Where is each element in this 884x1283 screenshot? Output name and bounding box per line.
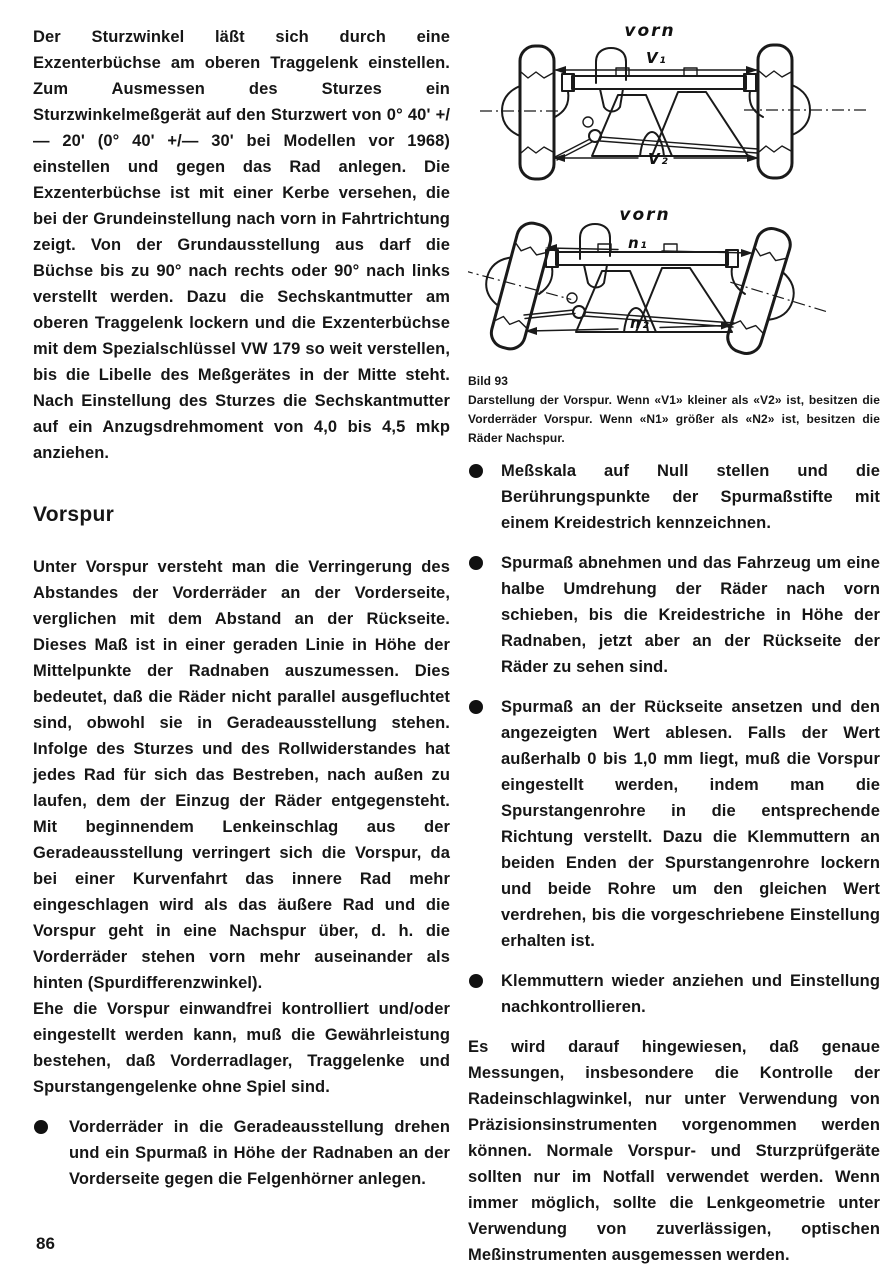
list-item xyxy=(468,968,880,1020)
toe-in-diagram xyxy=(468,10,880,186)
right-column xyxy=(468,10,880,1268)
list-item-text: Meßskala auf Null stellen und die Berührungspunkte der Spurmaßstifte mit einem Kreidestrich kennzeichnen. xyxy=(501,462,880,532)
dimension-v2-label: V₂ xyxy=(648,150,670,168)
suspension-arms xyxy=(576,268,732,332)
list-item xyxy=(33,1114,450,1192)
closing-paragraph: Es wird darauf hingewiesen, daß genaue Messungen, insbesondere die Kontrolle der Radeinschlagwinkel, nur unter Verwendung von Präzisionsinstrumenten vorgenommen werden können. Normale Vorspur- und Sturzprüfgeräte sollten nur im Notfall verwendet werden. Wenn immer möglich, sollte die Lenkgeometrie unter Verwendung von zuverlässigen, optischen Meßinstrumenten ausgemessen werden. xyxy=(468,1038,880,1264)
figure-caption xyxy=(468,372,880,448)
bullet-dot-icon xyxy=(34,1120,48,1134)
left-column xyxy=(33,24,450,1192)
bullet-dot-icon xyxy=(469,464,483,478)
list-item-text: Spurmaß abnehmen und das Fahrzeug um eine halbe Umdrehung der Räder nach vorn schieben, bis die Kreidestriche in Höhe der Radnaben, jetzt aber an der Rückseite der Räder zu sehen sind. xyxy=(501,554,880,676)
front-direction-label: vorn xyxy=(624,21,676,41)
right-wheel xyxy=(712,221,847,368)
dimension-v2 xyxy=(553,150,759,168)
list-item-text: Klemmuttern wieder anziehen und Einstellung nachkontrollieren. xyxy=(501,972,880,1016)
bullet-dot-icon xyxy=(469,974,483,988)
bullet-dot-icon xyxy=(469,700,483,714)
figure-toe-diagrams xyxy=(468,10,880,448)
list-item xyxy=(468,550,880,680)
dimension-n1 xyxy=(545,234,753,257)
toe-out-diagram xyxy=(468,196,880,368)
axle-beam xyxy=(555,68,763,117)
dimension-n2-label: n₂ xyxy=(630,314,651,332)
toe-check-steps xyxy=(468,458,880,1020)
left-wheel xyxy=(468,208,588,361)
toe-definition-paragraph: Unter Vorspur versteht man die Verringerung des Abstandes der Vorderräder an der Vorderseite, verglichen mit dem Abstand an der Rückseite. Dieses Maß ist in einer geraden Linie in Höhe der Mittelpunkte der Radnaben auszumessen. Dies bedeutet, daß die Räder nicht parallel ausgefluchtet sind, obwohl sie in Geradeausstellung stehen. Infolge des Sturzes und des Rollwiderstandes hat jedes Rad für sich das Bestreben, nach außen zu laufen, dem der Einzug der Räder entgegensteht. Mit beginnendem Lenkeinschlag aus der Geradeausstellung verringert sich die Vorspur, da bei einer Kurvenfahrt das innere Rad mehr eingeschlagen wird als das äußere Rad und die Vorspur geht in eine Nachspur über, d. h. die Vorderräder stehen vorn mehr auseinander als hinten (Spurdifferenzwinkel). xyxy=(33,558,450,992)
front-direction-label: vorn xyxy=(619,205,671,225)
camber-paragraph: Der Sturzwinkel läßt sich durch eine Exzenterbüchse am oberen Traggelenk einstellen. Zum Ausmessen des Sturzes ein Sturzwinkelmeßgerät auf den Sturzwert von 0° 40' +/— 20' (0° 40' +/— 30' bei Modellen vor 1968) einstellen und gegen das Rad anlegen. Die Exzenterbüchse ist mit einer Kerbe versehen, die bei der Grundeinstellung nach vorn in Fahrtrichtung zeigt. Von der Grundausstellung aus darf die Büchse bis zu 90° nach rechts oder 90° nach links verstellt werden. Dazu die Sechskantmutter am oberen Traggelenk lockern und die Exzenterbüchse mit dem Spezialschlüssel VW 179 so weit verstellen, bis die Libelle des Meßgerätes in der Mitte steht. Nach Einstellung des Sturzes die Sechskantmutter auf ein Anzugsdrehmoment von 4,0 bis 4,5 mkp anziehen. xyxy=(33,28,450,462)
precondition-paragraph: Ehe die Vorspur einwandfrei kontrolliert und/oder eingestellt werden kann, muß die Gewährleistung bestehen, daß Vorderradlager, Traggelenke und Spurstangengelenke ohne Spiel sind. xyxy=(33,1000,450,1096)
left-wheel xyxy=(480,46,568,179)
list-item-text: Spurmaß an der Rückseite ansetzen und den angezeigten Wert ablesen. Falls der Wert außerhalb 0 bis 1,0 mm liegt, muß die Vorspur eingestellt werden, indem man die Spurstangenrohre in die entsprechende Richtung verstellt. Dazu die Klemmuttern an beiden Enden der Spurstangenrohre lockern und beide Rohre um den gleichen Wert verdrehen, bis die vorgeschriebene Einstellung erhalten ist. xyxy=(501,698,880,950)
figure-caption-label: Bild 93 xyxy=(468,374,509,388)
dimension-v1-label: V₁ xyxy=(646,49,668,67)
figure-caption-text: Darstellung der Vorspur. Wenn «V1» kleiner als «V2» ist, besitzen die Vorderräder Vorspur. Wenn «N1» größer als «N2» ist, besitzen die Räder Nachspur. xyxy=(468,393,880,445)
dimension-v1 xyxy=(554,49,758,74)
list-item xyxy=(468,694,880,954)
dimension-n1-label: n₁ xyxy=(628,234,649,252)
list-item-text: Vorderräder in die Geradeausstellung drehen und ein Spurmaß in Höhe der Radnaben an der Vorderseite gegen die Felgenhörner anlegen. xyxy=(69,1118,450,1188)
right-wheel xyxy=(744,45,868,178)
page-number: 86 xyxy=(36,1234,55,1253)
list-item xyxy=(468,458,880,536)
section-heading-vorspur: Vorspur xyxy=(33,503,115,526)
bullet-dot-icon xyxy=(469,556,483,570)
